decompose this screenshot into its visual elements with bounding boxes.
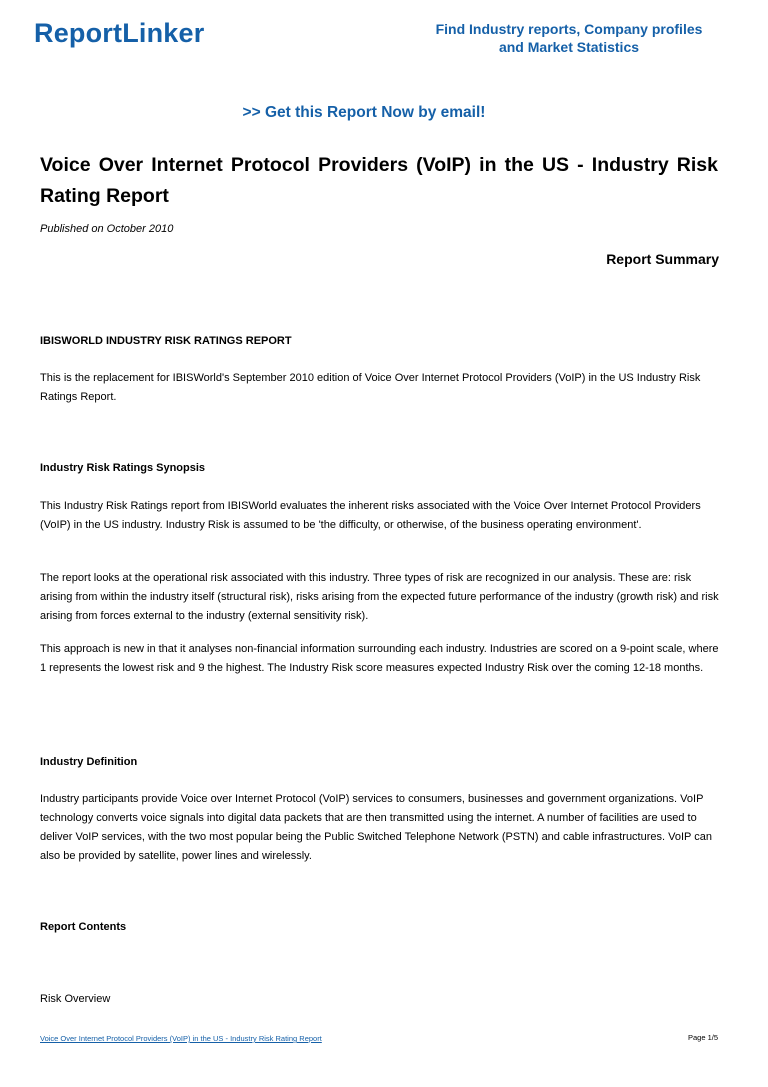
paragraph-definition: Industry participants provide Voice over Internet Protocol (VoIP) services to consumers, businesses and government organizations. VoIP technology converts voice signals into digital data packets that are then transmitted using the internet. A number of facilities are used to deliver VoIP services, with the two most popular being the Public Switched Telephone Network (PSTN) and cable infrastructures. VoIP can also be provided by satellite, power lines and wirelessly.	[40, 793, 712, 862]
get-report-link-row	[0, 104, 768, 122]
published-date: Published on October 2010	[40, 223, 174, 235]
section-heading-contents: Report Contents	[40, 921, 127, 933]
header-tagline	[404, 20, 734, 56]
get-report-email-link[interactable]: >> Get this Report Now by email!	[242, 104, 486, 121]
footer-report-link[interactable]: Voice Over Internet Protocol Providers (VoIP) in the US - Industry Risk Rating Report	[40, 1034, 322, 1043]
report-title: Voice Over Internet Protocol Providers (VoIP) in the US - Industry Risk Rating Report	[40, 154, 718, 207]
reportlinker-logo[interactable]: ReportLinker	[34, 18, 205, 48]
tagline-line-2: and Market Statistics	[498, 39, 640, 55]
section-heading-definition: Industry Definition	[40, 756, 138, 768]
tagline-line-1: Find Industry reports, Company profiles	[435, 21, 703, 37]
paragraph-synopsis-3: This approach is new in that it analyses non-financial information surrounding each industry. Industries are scored on a 9-point scale, where 1 represents the lowest risk and 9 the highest. The Industry Risk score measures expected Industry Risk over the coming 12-18 months.	[40, 643, 719, 674]
paragraph-replacement: This is the replacement for IBISWorld's September 2010 edition of Voice Over Internet Protocol Providers (VoIP) in the US Industry Risk Ratings Report.	[40, 372, 701, 403]
report-summary-heading: Report Summary	[606, 251, 719, 267]
section-heading-synopsis: Industry Risk Ratings Synopsis	[40, 462, 206, 474]
contents-item-risk-overview: Risk Overview	[40, 993, 111, 1005]
paragraph-synopsis-1: This Industry Risk Ratings report from IBISWorld evaluates the inherent risks associated with the Voice Over Internet Protocol Providers (VoIP) in the US industry. Industry Risk is assumed to be 'the difficulty, or otherwise, of the business operating environment'.	[40, 500, 701, 531]
section-heading-ibisworld: IBISWORLD INDUSTRY RISK RATINGS REPORT	[40, 335, 292, 347]
paragraph-synopsis-2: The report looks at the operational risk associated with this industry. Three types of risk are recognized in our analysis. These are: risk arising from within the industry itself (structural risk), risks arising from the expected future performance of the industry (growth risk) and risk arising from forces external to the industry (external sensitivity risk).	[40, 572, 719, 622]
page-number: Page 1/5	[687, 1033, 718, 1042]
